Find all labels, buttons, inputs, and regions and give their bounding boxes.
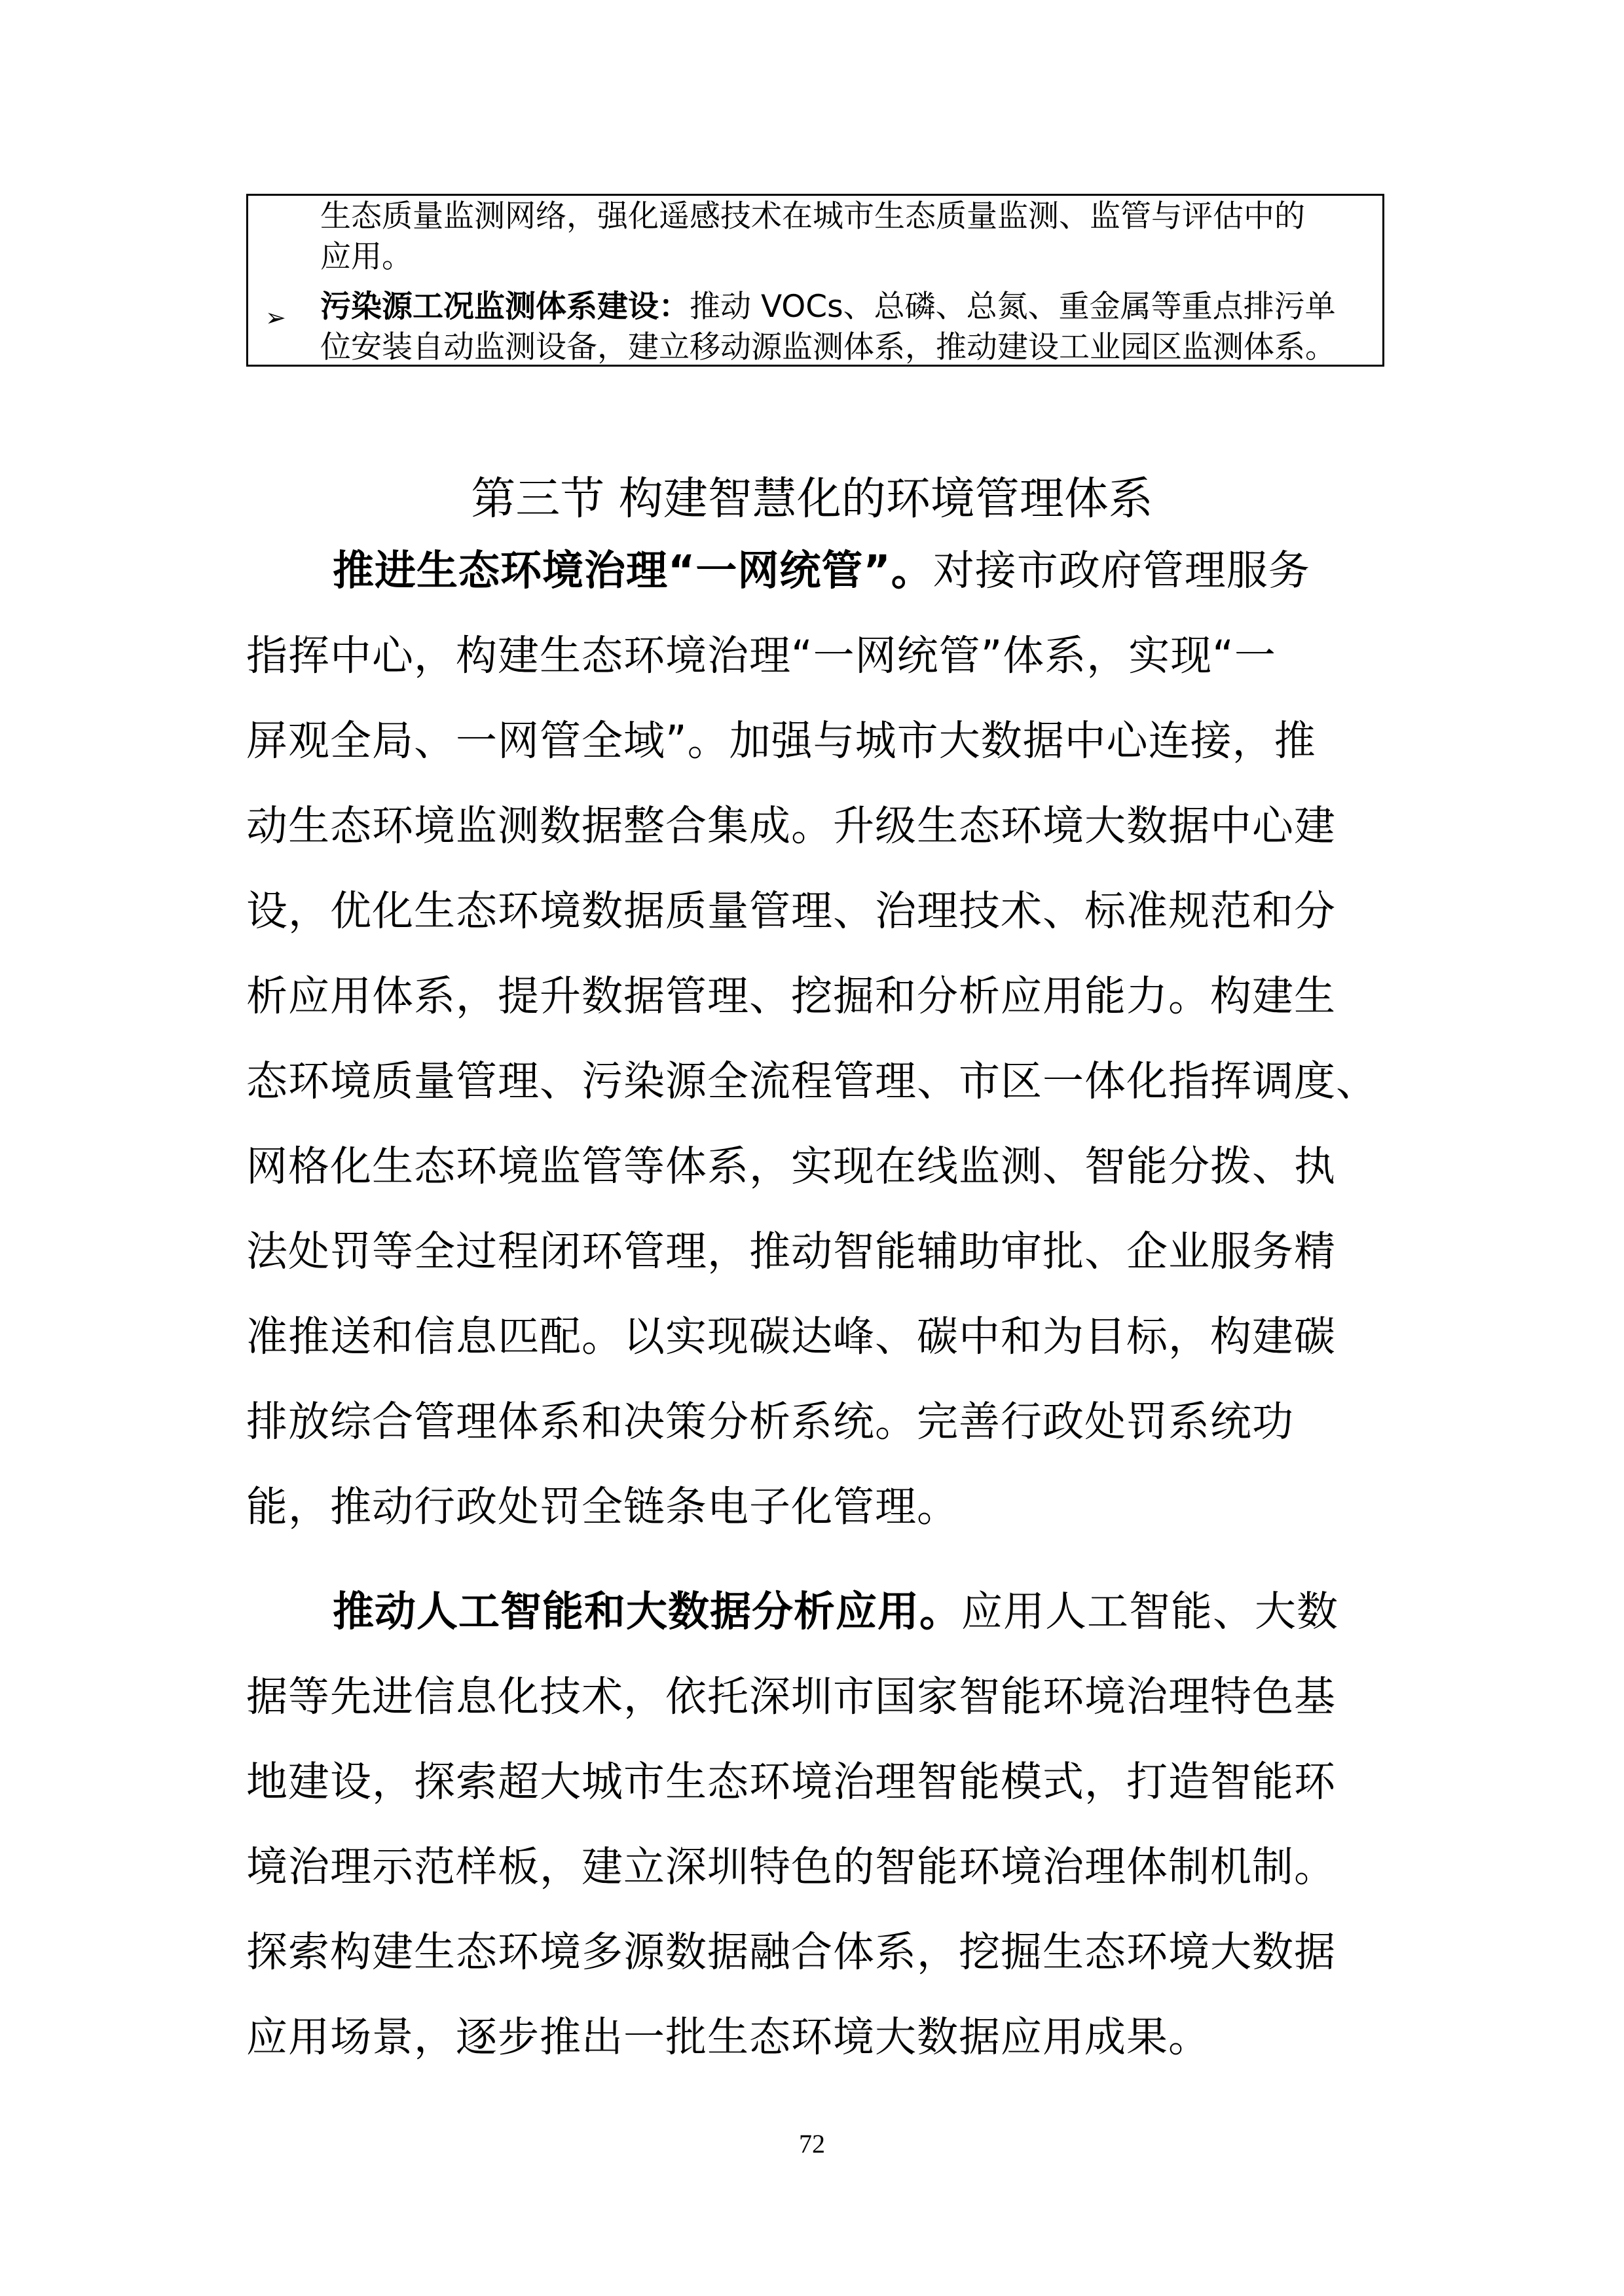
box-line-4: 位安装自动监测设备，建立移动源监测体系，推动建设工业园区监测体系。 (320, 329, 1336, 365)
para2-bold-lead: 推动人工智能和大数据分析应用。 (333, 1588, 961, 1635)
para2-line-6: 应用场景，逐步推出一批生态环境大数据应用成果。 (246, 2013, 1210, 2061)
para1-line-9: 法处罚等全过程闭环管理，推动智能辅助审批、企业服务精 (246, 1228, 1336, 1275)
box-line-2: 应用。 (320, 239, 413, 275)
bullet-arrow-icon: ➢ (265, 303, 286, 332)
text-box (246, 194, 1384, 367)
para1-line-10: 准推送和信息匹配。以实现碳达峰、碳中和为目标，构建碳 (246, 1313, 1336, 1360)
para1-bold-lead: 推进生态环境治理“一网统管”。 (333, 547, 933, 594)
para2-line-1-text: 应用人工智能、大数 (961, 1588, 1338, 1635)
para1-line-7: 态环境质量管理、污染源全流程管理、市区一体化指挥调度、 (246, 1057, 1378, 1105)
para2-line-2: 据等先进信息化技术，依托深圳市国家智能环境治理特色基 (246, 1673, 1336, 1721)
para2-line-5: 探索构建生态环境多源数据融合体系，挖掘生态环境大数据 (246, 1928, 1336, 1976)
para1-line-6: 析应用体系，提升数据管理、挖掘和分析应用能力。构建生 (246, 972, 1336, 1020)
box-line-1: 生态质量监测网络，强化遥感技术在城市生态质量监测、监管与评估中的 (320, 198, 1305, 234)
para1-line-8: 网格化生态环境监管等体系，实现在线监测、智能分拨、执 (246, 1142, 1336, 1190)
bullet-bold-lead: 污染源工况监测体系建设： (320, 289, 690, 325)
para1-line-12: 能，推动行政处罚全链条电子化管理。 (246, 1483, 959, 1531)
section-heading: 第三节 构建智慧化的环境管理体系 (471, 473, 1153, 525)
page-number: 72 (799, 2129, 825, 2159)
box-bullet-line (320, 287, 1336, 327)
para1-line-11: 排放综合管理体系和决策分析系统。完善行政处罚系统功 (246, 1398, 1294, 1446)
para2-line-4: 境治理示范样板，建立深圳特色的智能环境治理体制机制。 (246, 1843, 1336, 1891)
para1-line-1 (333, 545, 1310, 597)
para1-line-1-text: 对接市政府管理服务 (932, 547, 1310, 594)
bullet-text: 推动 VOCs、总磷、总氮、重金属等重点排污单 (690, 289, 1336, 325)
para1-line-2: 指挥中心，构建生态环境治理“一网统管”体系，实现“一 (246, 632, 1276, 680)
para1-line-4: 动生态环境监测数据整合集成。升级生态环境大数据中心建 (246, 802, 1336, 850)
para2-line-1 (333, 1586, 1338, 1638)
para1-line-3: 屏观全局、一网管全域”。加强与城市大数据中心连接，推 (246, 717, 1316, 765)
para2-line-3: 地建设，探索超大城市生态环境治理智能模式，打造智能环 (246, 1758, 1336, 1806)
para1-line-5: 设，优化生态环境数据质量管理、治理技术、标准规范和分 (246, 887, 1336, 935)
